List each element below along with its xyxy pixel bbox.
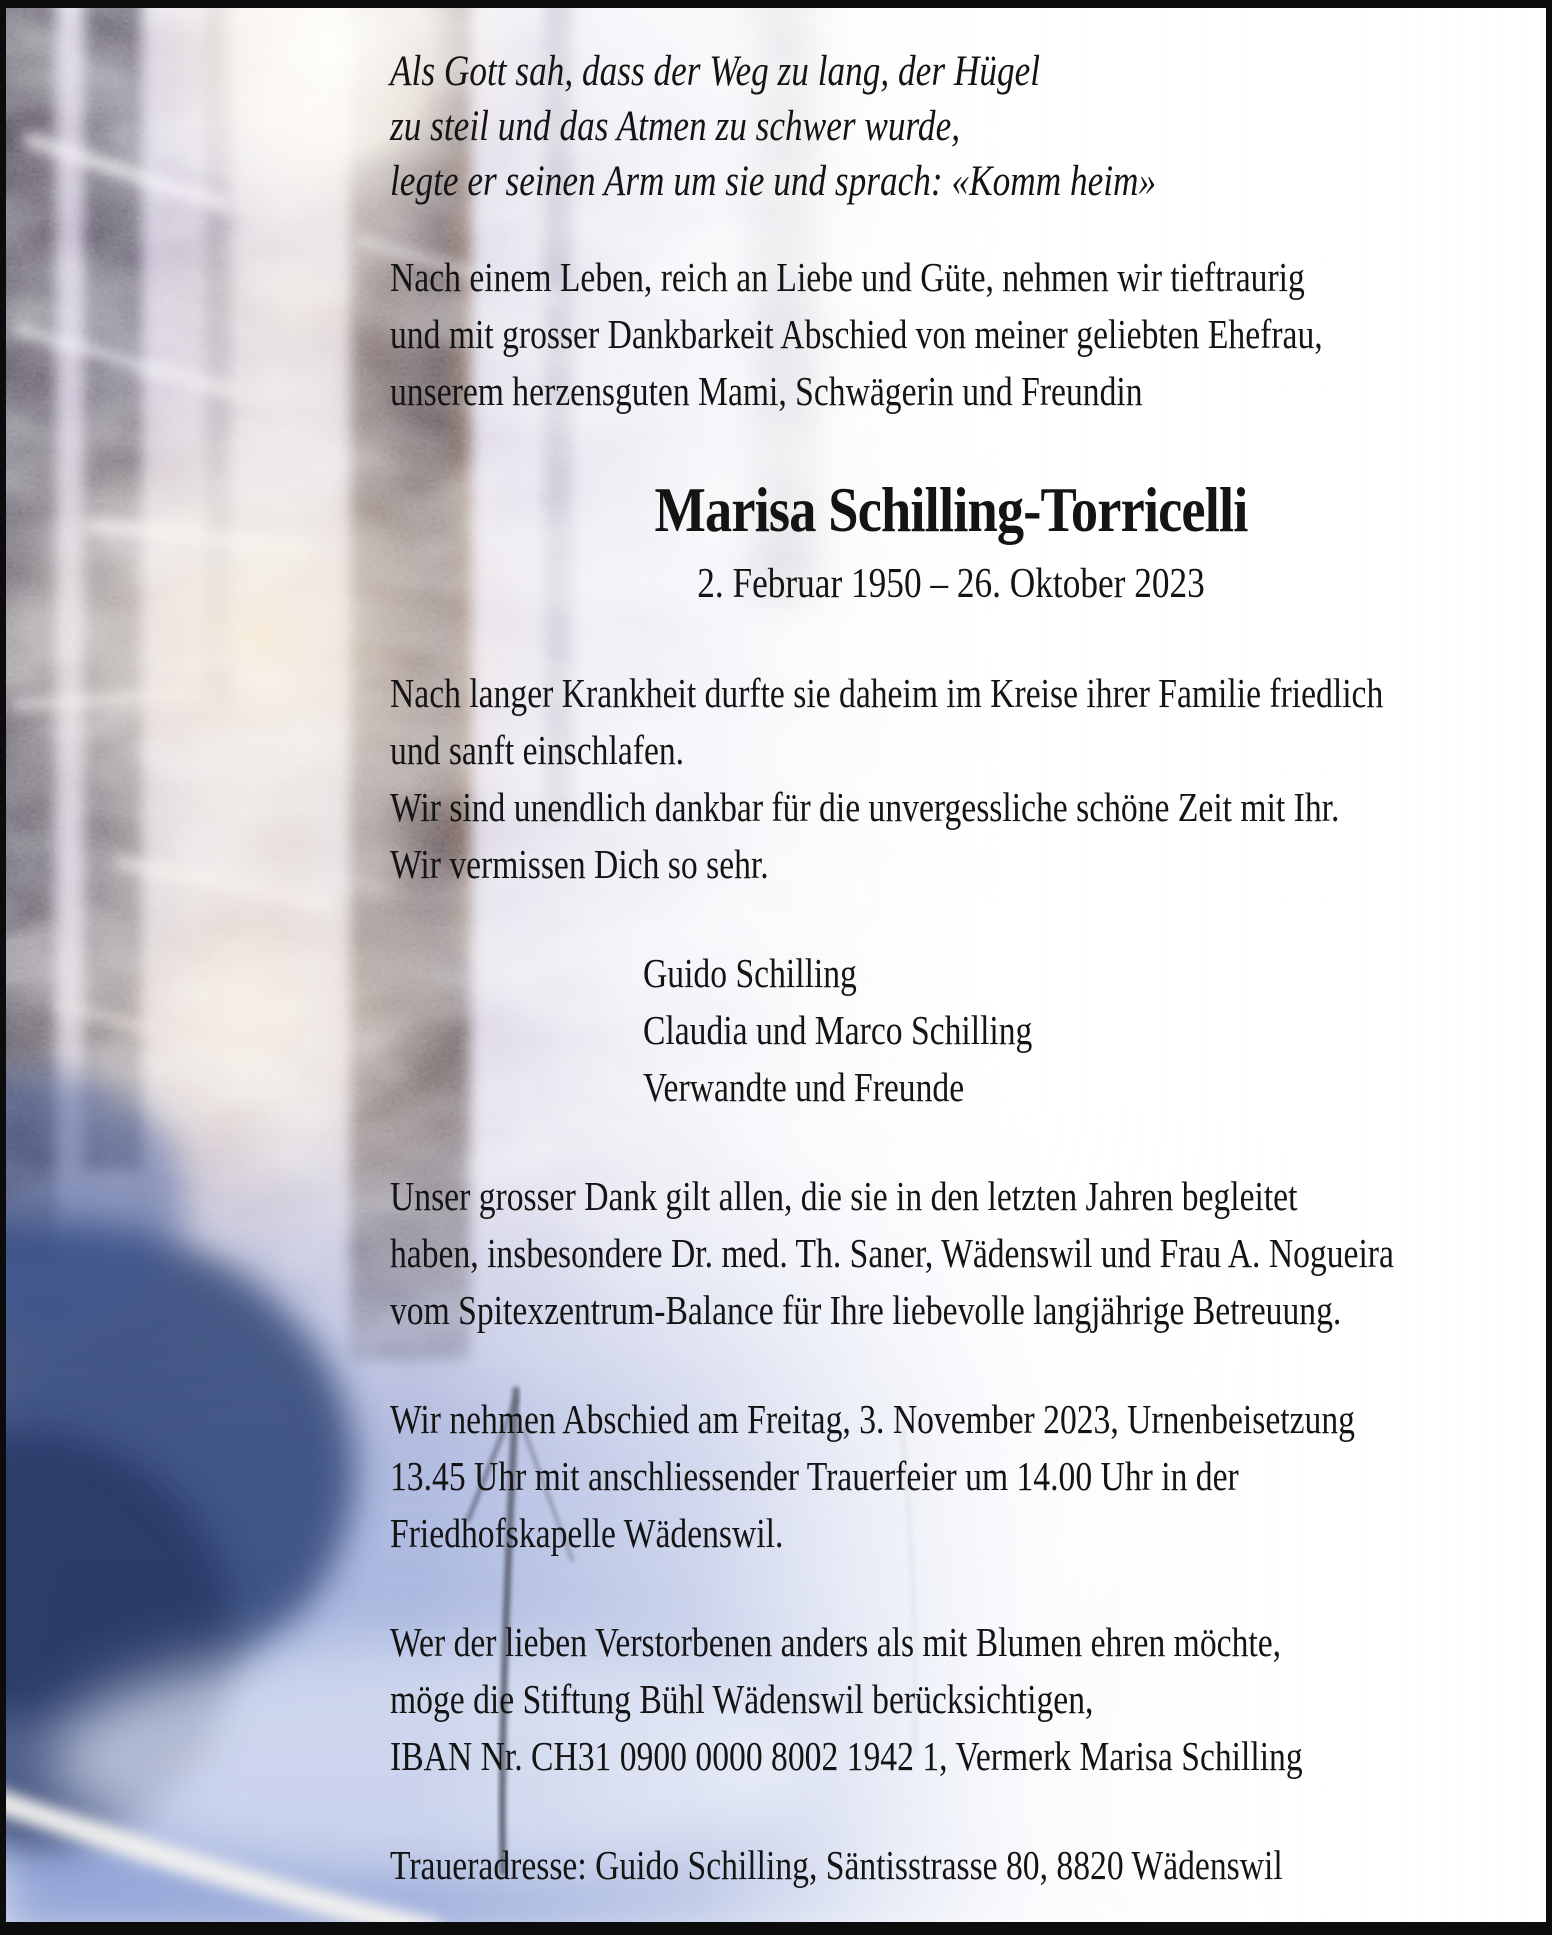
mourning-address-text: Traueradresse: Guido Schilling, Säntisstrasse 80, 8820 Wädenswil [390,1842,1283,1888]
thanks-line: vom Spitexzentrum-Balance für Ihre liebevolle langjährige Betreuung. [390,1287,1342,1333]
mourner-line: Claudia und Marco Schilling [643,1007,1033,1053]
donation-line: möge die Stiftung Bühl Wädenswil berücksichtigen, [390,1676,1094,1722]
donation-line: IBAN Nr. CH31 0900 0000 8002 1942 1, Vermerk Marisa Schilling [390,1733,1303,1779]
intro-line: und mit grosser Dankbarkeit Abschied von meiner geliebten Ehefrau, [390,311,1323,357]
passing-line: und sanft einschlafen. [390,727,685,773]
passing-line: Nach langer Krankheit durfte sie daheim im Kreise ihrer Familie friedlich [390,670,1384,716]
intro-line: unserem herzensguten Mami, Schwägerin und Freundin [390,368,1143,414]
intro-line: Nach einem Leben, reich an Liebe und Güte, nehmen wir tieftraurig [390,254,1305,300]
verse-line: Als Gott sah, dass der Weg zu lang, der Hügel [390,48,1041,95]
deceased-name [390,470,1512,550]
passing-line: Wir vermissen Dich so sehr. [390,841,769,887]
donation-paragraph [390,1614,1512,1785]
passing-paragraph [390,665,1512,893]
farewell-line: Friedhofskapelle Wädenswil. [390,1510,784,1556]
thanks-line: haben, insbesondere Dr. med. Th. Saner, Wädenswil und Frau A. Nogueira [390,1230,1394,1276]
farewell-paragraph [390,1391,1512,1562]
life-dates-text: 2. Februar 1950 – 26. Oktober 2023 [697,561,1205,607]
mourner-line: Guido Schilling [643,950,857,996]
passing-line: Wir sind unendlich dankbar für die unvergessliche schöne Zeit mit Ihr. [390,784,1340,830]
mourners-list [390,945,1512,1116]
mourner-line: Verwandte und Freunde [643,1064,965,1110]
verse-line: zu steil und das Atmen zu schwer wurde, [390,103,961,150]
deceased-name-text: Marisa Schilling-Torricelli [654,474,1248,545]
thanks-line: Unser grosser Dank gilt allen, die sie in den letzten Jahren begleitet [390,1173,1298,1219]
mourning-address [390,1837,1512,1894]
farewell-line: Wir nehmen Abschied am Freitag, 3. November 2023, Urnenbeisetzung [390,1396,1355,1442]
obituary-content [390,44,1512,1894]
intro-paragraph [390,249,1512,420]
life-dates [390,556,1512,613]
farewell-line: 13.45 Uhr mit anschliessender Trauerfeier um 14.00 Uhr in der [390,1453,1239,1499]
verse-line: legte er seinen Arm um sie und sprach: «Komm heim» [390,158,1157,205]
thanks-paragraph [390,1168,1512,1339]
opening-verse [390,44,1512,209]
donation-line: Wer der lieben Verstorbenen anders als mit Blumen ehren möchte, [390,1619,1282,1665]
